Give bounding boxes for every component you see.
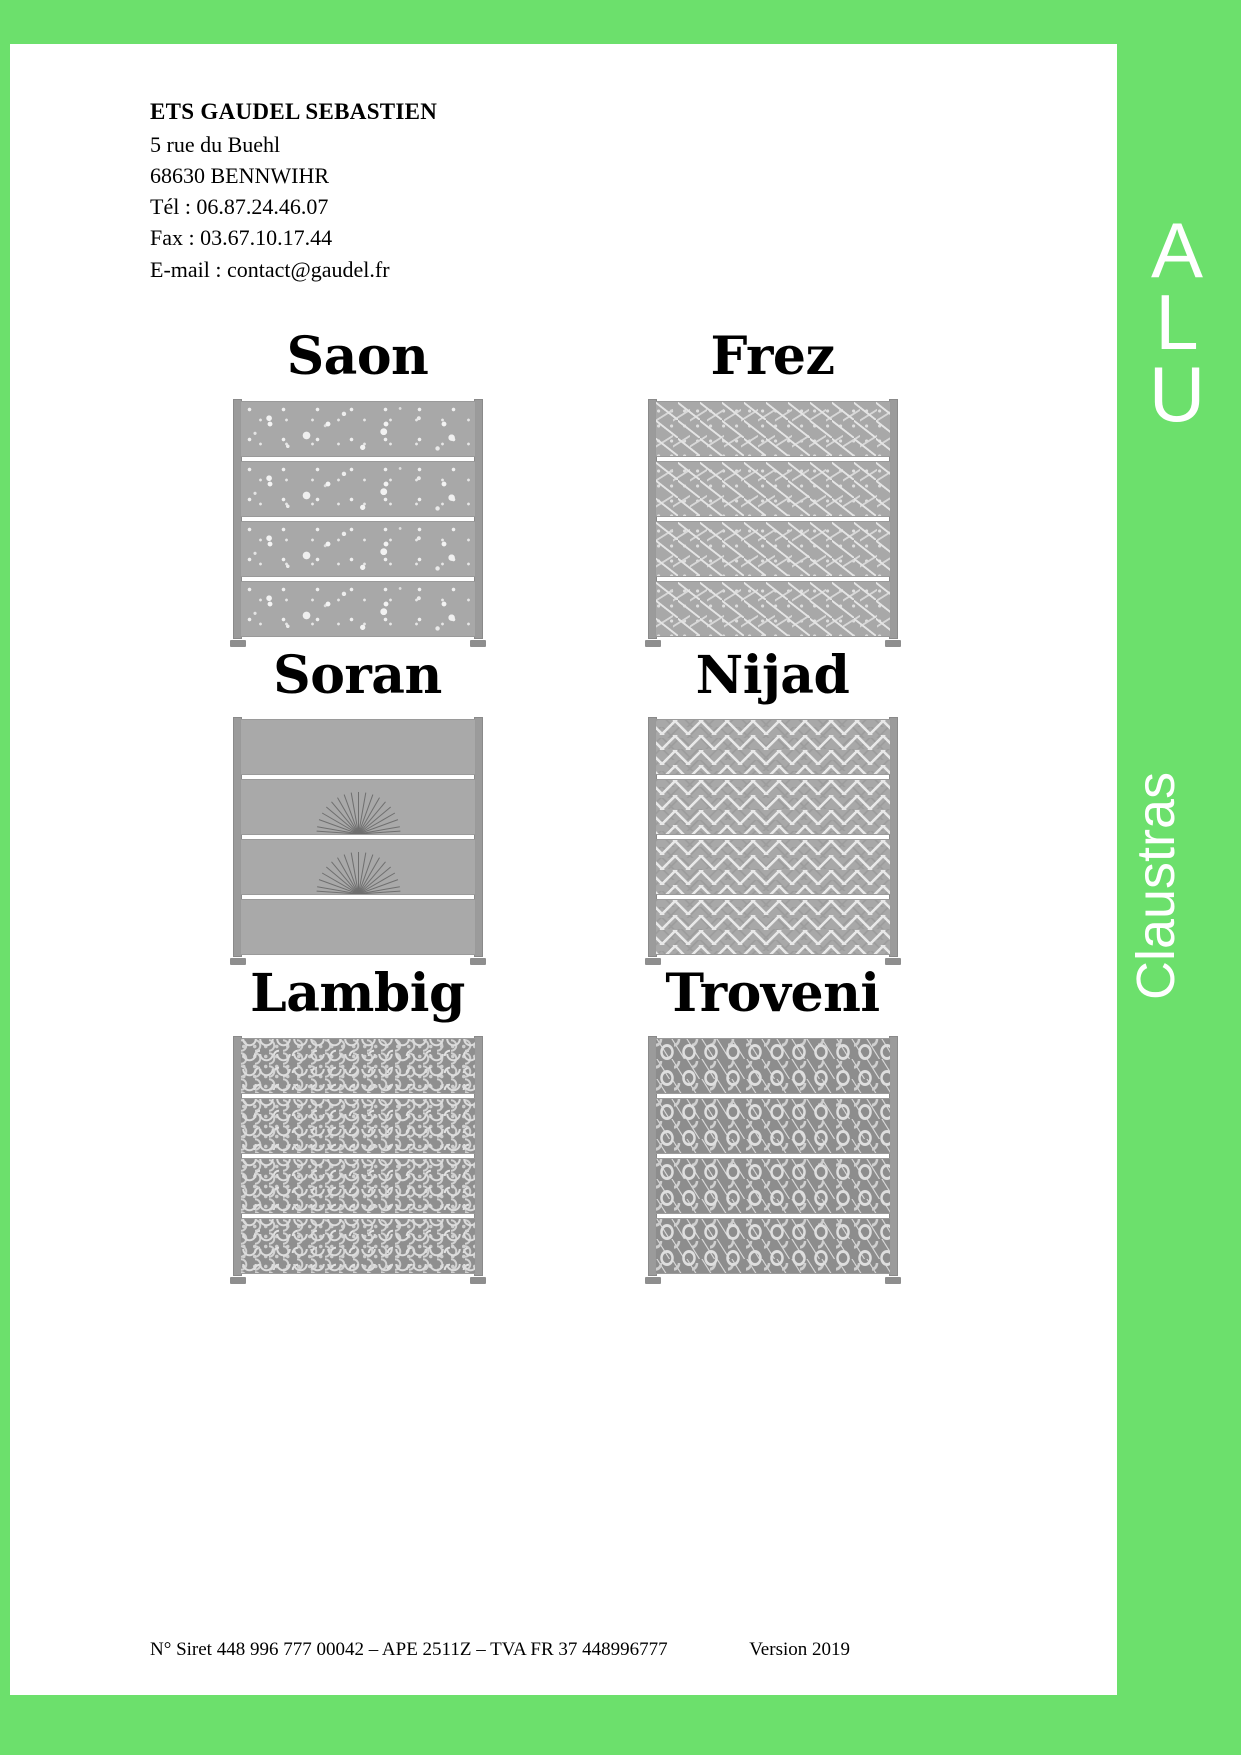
fence-foot-left — [230, 958, 246, 965]
fence-foot-right — [885, 958, 901, 965]
decorative-left-band — [0, 0, 10, 1755]
fence-foot-left — [230, 640, 246, 647]
product-cell-troveni — [565, 963, 980, 1286]
pattern-dots-icon — [241, 522, 475, 576]
product-row — [150, 326, 980, 649]
fence-panel — [240, 1038, 476, 1094]
product-title: Troveni — [665, 963, 880, 1025]
pattern-loop-icon — [656, 1039, 890, 1093]
pattern-dots-icon — [241, 582, 475, 636]
decorative-top-band — [0, 0, 1241, 44]
side-tab-letter-a: A — [1150, 206, 1204, 294]
fence-panel — [240, 581, 476, 637]
pattern-chevron-icon — [656, 840, 890, 894]
product-cell-frez — [565, 326, 980, 649]
pattern-lace-icon — [241, 1159, 475, 1213]
fence-panel — [240, 1098, 476, 1154]
footer-version: Version 2019 — [749, 1639, 850, 1660]
product-image-saon — [233, 399, 483, 649]
sunburst-icon — [283, 850, 433, 894]
fence-panel — [655, 1098, 891, 1154]
fence-panels — [240, 1038, 476, 1274]
fence-panel — [240, 1218, 476, 1274]
company-email: E-mail : contact@gaudel.fr — [150, 256, 390, 282]
fence-panel — [655, 401, 891, 457]
product-title: Soran — [273, 644, 442, 706]
fence-panels — [240, 401, 476, 637]
product-row — [150, 644, 980, 968]
fence-panel — [655, 581, 891, 637]
company-header — [150, 96, 437, 285]
fence-foot-right — [470, 958, 486, 965]
fence-panels — [240, 719, 476, 955]
footer-legal: N° Siret 448 996 777 00042 – APE 2511Z – TVA FR 37 448996777 — [150, 1639, 668, 1660]
side-tab-category: Claustras — [1126, 771, 1186, 1000]
fence-panel — [655, 1038, 891, 1094]
fence-panels — [655, 401, 891, 637]
product-title: Lambig — [250, 963, 465, 1025]
pattern-loop-icon — [656, 1099, 890, 1153]
fence-panels — [655, 1038, 891, 1274]
company-fax: Fax : 03.67.10.17.44 — [150, 225, 333, 251]
company-phone: Tél : 06.87.24.46.07 — [150, 194, 329, 220]
side-tab-alu — [1137, 206, 1217, 438]
decorative-bottom-band — [0, 1695, 1241, 1755]
pattern-chevron-icon — [656, 720, 890, 774]
pattern-frez-icon — [656, 522, 890, 576]
product-image-troveni — [648, 1036, 898, 1286]
pattern-lace-icon — [241, 1099, 475, 1153]
side-tab-letter-u: U — [1148, 349, 1206, 438]
product-image-nijad — [648, 717, 898, 967]
product-cell-nijad — [565, 644, 980, 968]
fence-foot-right — [885, 640, 901, 647]
pattern-frez-icon — [656, 582, 890, 636]
pattern-lace-icon — [241, 1219, 475, 1273]
product-grid — [150, 326, 980, 1286]
fence-panel — [655, 521, 891, 577]
product-title: Saon — [286, 326, 429, 387]
company-address: 5 rue du Buehl — [150, 131, 281, 157]
fence-panel — [240, 401, 476, 457]
fence-foot-left — [230, 1277, 246, 1284]
fence-foot-right — [885, 1277, 901, 1284]
fence-panel — [655, 719, 891, 775]
fence-panel — [240, 461, 476, 517]
fence-panel — [655, 899, 891, 955]
pattern-dots-icon — [241, 402, 475, 456]
fence-foot-left — [645, 1277, 661, 1284]
page-footer — [150, 1639, 980, 1661]
product-row — [150, 963, 980, 1286]
fence-panel — [240, 839, 476, 895]
pattern-frez-icon — [656, 462, 890, 516]
company-city: 68630 BENNWIHR — [150, 162, 330, 188]
fence-panel — [655, 1218, 891, 1274]
product-image-soran — [233, 717, 483, 967]
product-title: Frez — [710, 326, 835, 387]
fence-panel — [240, 779, 476, 835]
fence-panel — [240, 521, 476, 577]
pattern-chevron-icon — [656, 780, 890, 834]
fence-panel — [240, 899, 476, 955]
product-cell-saon — [150, 326, 565, 649]
fence-panel — [240, 1158, 476, 1214]
fence-foot-left — [645, 958, 661, 965]
product-title: Nijad — [695, 644, 850, 706]
fence-panels — [655, 719, 891, 955]
fence-foot-right — [470, 1277, 486, 1284]
pattern-loop-icon — [656, 1159, 890, 1213]
product-image-lambig — [233, 1036, 483, 1286]
fence-panel — [240, 719, 476, 775]
product-cell-soran — [150, 644, 565, 968]
pattern-lace-icon — [241, 1039, 475, 1093]
product-image-frez — [648, 399, 898, 649]
pattern-chevron-icon — [656, 900, 890, 954]
fence-panel — [655, 779, 891, 835]
pattern-loop-icon — [656, 1219, 890, 1273]
fence-foot-right — [470, 640, 486, 647]
pattern-frez-icon — [656, 402, 890, 456]
company-name: ETS GAUDEL SEBASTIEN — [150, 99, 438, 124]
side-tab-letter-l: L — [1155, 277, 1199, 366]
sunburst-icon — [283, 790, 433, 834]
pattern-dots-icon — [241, 462, 475, 516]
product-cell-lambig — [150, 963, 565, 1286]
fence-panel — [655, 839, 891, 895]
fence-foot-left — [645, 640, 661, 647]
fence-panel — [655, 461, 891, 517]
fence-panel — [655, 1158, 891, 1214]
